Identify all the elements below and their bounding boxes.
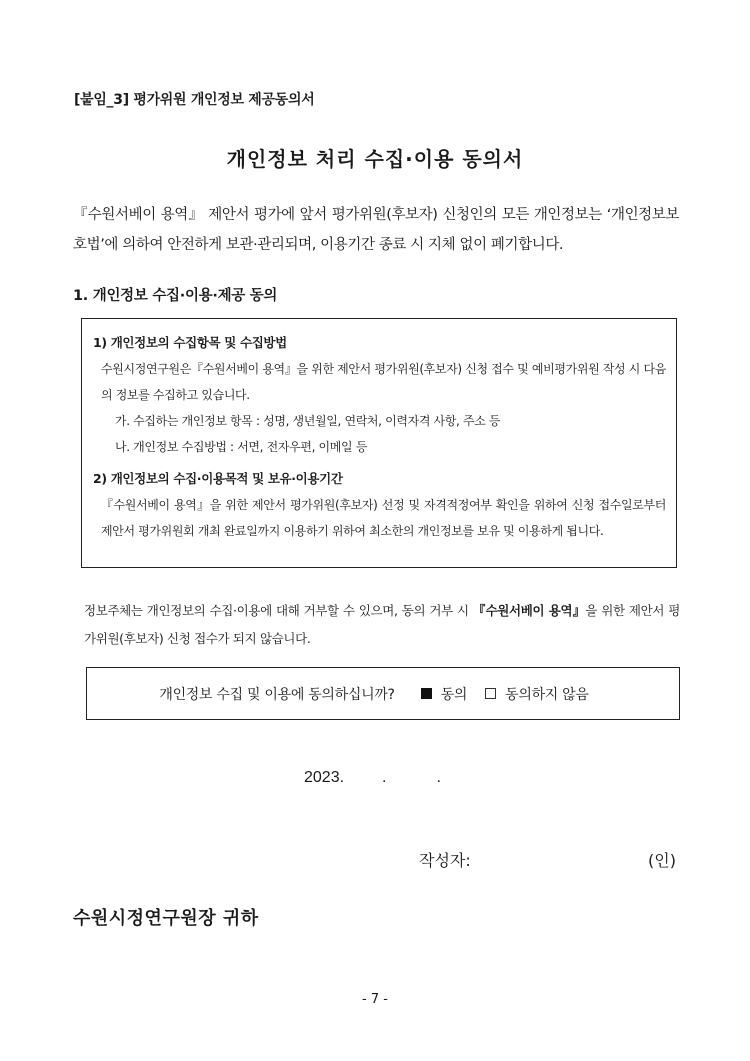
document-title: 개인정보 처리 수집·이용 동의서	[226, 147, 524, 171]
info-box	[81, 318, 677, 568]
seal-label: (인)	[648, 851, 676, 870]
agree-label: 동의	[440, 686, 468, 703]
agree-checkbox[interactable]	[421, 688, 432, 699]
consent-question: 개인정보 수집 및 이용에 동의하십니까?	[159, 686, 395, 703]
date-day: .	[436, 769, 441, 786]
intro-paragraph: 『수원서베이 용역』 제안서 평가에 앞서 평가위원(후보자) 신청인의 모든 개인정보는 ‘개인정보보호법’에 의하여 안전하게 보관·관리되며, 이용기간 종료 시 지체 없이 폐기합니다.	[73, 207, 679, 253]
purpose-heading: 2) 개인정보의 수집·이용목적 및 보유·이용기간	[93, 471, 343, 486]
page-number: - 7 -	[362, 992, 388, 1007]
author-label: 작성자:	[419, 851, 471, 870]
collection-items-heading: 1) 개인정보의 수집항목 및 수집방법	[93, 335, 287, 350]
collection-items-text: 수원시정연구원은『수원서베이 용역』을 위한 제안서 평가위원(후보자) 신청 접수 및 예비평가위원 작성 시 다음의 정보를 수집하고 있습니다.	[101, 362, 666, 402]
consent-box	[86, 667, 680, 720]
disagree-option[interactable]	[485, 684, 589, 704]
attachment-label: [붙임_3] 평가위원 개인정보 제공동의서	[74, 92, 315, 108]
collection-item-a: 가. 수집하는 개인정보 항목 : 성명, 생년월일, 연락처, 이력자격 사항, 주소 등	[115, 414, 501, 428]
date-month: .	[382, 769, 387, 786]
section-heading: 1. 개인정보 수집·이용·제공 동의	[73, 288, 278, 304]
collection-item-b: 나. 개인정보 수집방법 : 서면, 전자우편, 이메일 등	[115, 440, 367, 454]
disagree-checkbox[interactable]	[485, 688, 496, 699]
addressee: 수원시정연구원장 귀하	[73, 908, 259, 929]
date-field	[304, 769, 441, 787]
notice-project-name: 『수원서베이 용역』	[472, 603, 586, 618]
refusal-notice	[84, 597, 680, 653]
purpose-text: 『수원서베이 용역』을 위한 제안서 평가위원(후보자) 선정 및 자격적정여부 확인을 위하여 신청 접수일로부터 제안서 평가위원회 개최 완료일까지 이용하기 위하여 최소한의 개인정보를 보유 및 이용하게 됩니다.	[101, 498, 666, 538]
disagree-label: 동의하지 않음	[505, 686, 589, 703]
date-year: 2023.	[304, 769, 345, 786]
agree-option[interactable]	[421, 684, 467, 704]
notice-text-after: 을 위한 제안서 평가위원(후보자) 신청 접수가 되지 않습니다.	[84, 603, 680, 646]
notice-text-before: 정보주체는 개인정보의 수집·이용에 대해 거부할 수 있으며, 동의 거부 시	[84, 603, 473, 618]
